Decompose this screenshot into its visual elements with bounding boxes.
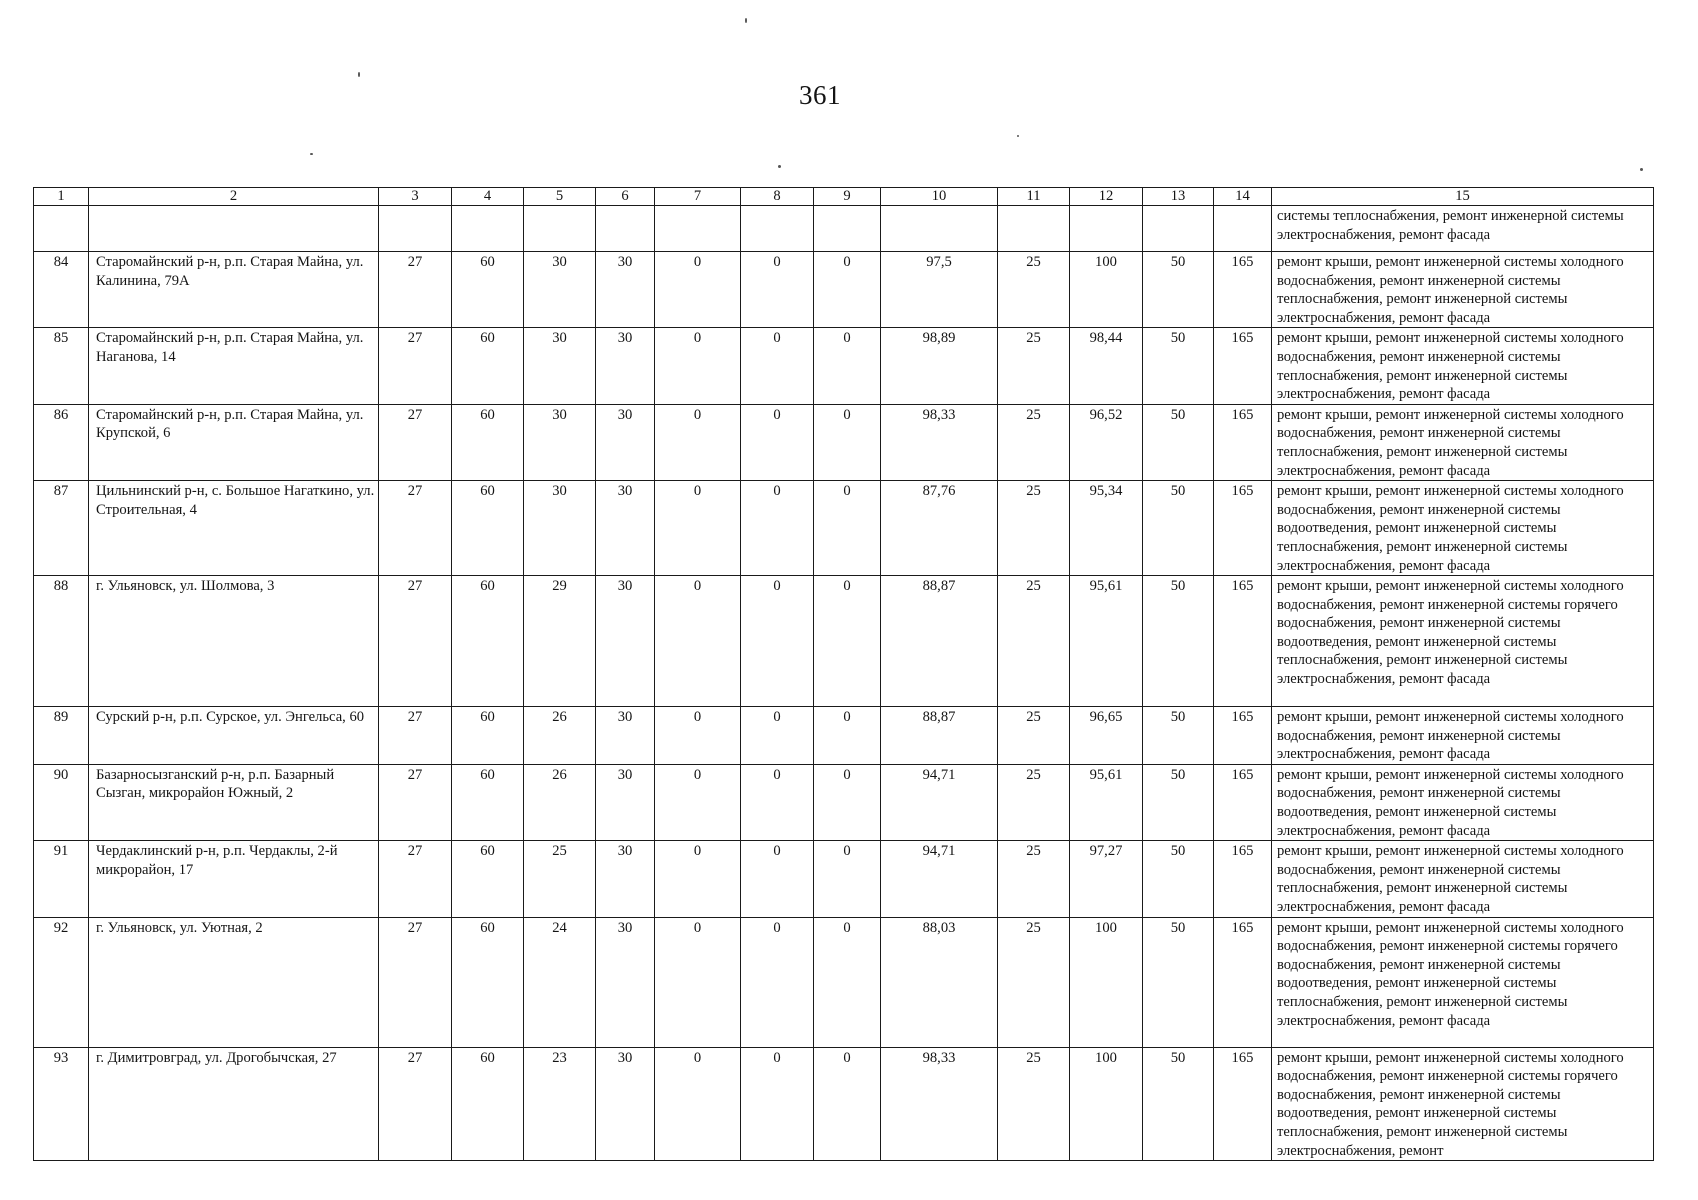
value-cell-c11: 25 — [998, 764, 1070, 840]
scan-speck — [1640, 168, 1643, 171]
row-number-cell: 84 — [34, 252, 89, 328]
row-number-cell: 92 — [34, 917, 89, 1047]
value-cell-c5: 23 — [524, 1047, 596, 1161]
value-cell-c6: 30 — [596, 764, 655, 840]
value-cell-c8: 0 — [741, 764, 814, 840]
value-cell-c4: 60 — [452, 252, 524, 328]
header-cell: 1 — [34, 188, 89, 206]
value-cell-c3: 27 — [379, 576, 452, 707]
empty-cell — [1070, 206, 1143, 252]
works-cell: ремонт крыши, ремонт инженерной системы холодного водоснабжения, ремонт инженерной системы горячего водоснабжения, ремонт инженерной системы водоотведения, ремонт инженерной системы теплоснабжения, ремонт инженерной системы электроснабжения, ремонт фасада — [1272, 576, 1654, 707]
value-cell-c8: 0 — [741, 328, 814, 404]
value-cell-c4: 60 — [452, 328, 524, 404]
header-cell: 14 — [1214, 188, 1272, 206]
empty-cell — [881, 206, 998, 252]
value-cell-c6: 30 — [596, 328, 655, 404]
scan-speck — [745, 18, 747, 23]
value-cell-c5: 30 — [524, 481, 596, 576]
address-cell: г. Ульяновск, ул. Шолмова, 3 — [89, 576, 379, 707]
value-cell-c9: 0 — [814, 917, 881, 1047]
value-cell-c13: 50 — [1143, 481, 1214, 576]
header-cell: 5 — [524, 188, 596, 206]
value-cell-c7: 0 — [655, 252, 741, 328]
value-cell-c12: 96,52 — [1070, 404, 1143, 480]
value-cell-c10: 88,03 — [881, 917, 998, 1047]
value-cell-c5: 30 — [524, 252, 596, 328]
table-row — [34, 841, 1654, 917]
value-cell-c5: 24 — [524, 917, 596, 1047]
value-cell-c14: 165 — [1214, 328, 1272, 404]
value-cell-c6: 30 — [596, 481, 655, 576]
value-cell-c14: 165 — [1214, 917, 1272, 1047]
value-cell-c7: 0 — [655, 917, 741, 1047]
value-cell-c5: 30 — [524, 328, 596, 404]
value-cell-c13: 50 — [1143, 404, 1214, 480]
address-cell: Старомайнский р-н, р.п. Старая Майна, ул. Крупской, 6 — [89, 404, 379, 480]
header-cell: 3 — [379, 188, 452, 206]
value-cell-c3: 27 — [379, 764, 452, 840]
value-cell-c8: 0 — [741, 576, 814, 707]
header-cell: 13 — [1143, 188, 1214, 206]
value-cell-c8: 0 — [741, 481, 814, 576]
value-cell-c10: 97,5 — [881, 252, 998, 328]
header-cell: 8 — [741, 188, 814, 206]
value-cell-c7: 0 — [655, 576, 741, 707]
value-cell-c7: 0 — [655, 841, 741, 917]
value-cell-c5: 25 — [524, 841, 596, 917]
address-cell: Сурский р-н, р.п. Сурское, ул. Энгельса, 60 — [89, 707, 379, 765]
value-cell-c4: 60 — [452, 707, 524, 765]
empty-cell — [814, 206, 881, 252]
address-cell: Цильнинский р-н, с. Большое Нагаткино, ул. Строительная, 4 — [89, 481, 379, 576]
empty-cell — [1143, 206, 1214, 252]
table-row — [34, 328, 1654, 404]
works-cell: ремонт крыши, ремонт инженерной системы холодного водоснабжения, ремонт инженерной системы горячего водоснабжения, ремонт инженерной системы водоотведения, ремонт инженерной системы теплоснабжения, ремонт инженерной системы электроснабжения, ремонт фасада — [1272, 917, 1654, 1047]
value-cell-c3: 27 — [379, 1047, 452, 1161]
works-cell: ремонт крыши, ремонт инженерной системы холодного водоснабжения, ремонт инженерной системы электроснабжения, ремонт фасада — [1272, 707, 1654, 765]
value-cell-c12: 95,61 — [1070, 764, 1143, 840]
value-cell-c13: 50 — [1143, 917, 1214, 1047]
value-cell-c7: 0 — [655, 404, 741, 480]
address-cell: Старомайнский р-н, р.п. Старая Майна, ул. Калинина, 79А — [89, 252, 379, 328]
table-row — [34, 481, 1654, 576]
value-cell-c5: 26 — [524, 764, 596, 840]
value-cell-c14: 165 — [1214, 764, 1272, 840]
value-cell-c11: 25 — [998, 481, 1070, 576]
value-cell-c12: 100 — [1070, 1047, 1143, 1161]
value-cell-c14: 165 — [1214, 481, 1272, 576]
value-cell-c6: 30 — [596, 917, 655, 1047]
value-cell-c8: 0 — [741, 252, 814, 328]
value-cell-c6: 30 — [596, 404, 655, 480]
scan-speck — [310, 153, 313, 155]
page-number: 361 — [799, 80, 841, 110]
value-cell-c4: 60 — [452, 917, 524, 1047]
value-cell-c14: 165 — [1214, 404, 1272, 480]
value-cell-c9: 0 — [814, 841, 881, 917]
value-cell-c12: 95,61 — [1070, 576, 1143, 707]
works-cell: ремонт крыши, ремонт инженерной системы холодного водоснабжения, ремонт инженерной системы теплоснабжения, ремонт инженерной системы электроснабжения, ремонт фасада — [1272, 841, 1654, 917]
empty-cell — [596, 206, 655, 252]
value-cell-c12: 96,65 — [1070, 707, 1143, 765]
header-cell: 7 — [655, 188, 741, 206]
value-cell-c14: 165 — [1214, 841, 1272, 917]
value-cell-c3: 27 — [379, 328, 452, 404]
empty-cell — [655, 206, 741, 252]
scan-speck — [358, 72, 360, 77]
works-cell: ремонт крыши, ремонт инженерной системы холодного водоснабжения, ремонт инженерной системы теплоснабжения, ремонт инженерной системы электроснабжения, ремонт фасада — [1272, 252, 1654, 328]
value-cell-c11: 25 — [998, 576, 1070, 707]
value-cell-c12: 97,27 — [1070, 841, 1143, 917]
value-cell-c12: 98,44 — [1070, 328, 1143, 404]
address-cell: Базарносызганский р-н, р.п. Базарный Сызган, микрорайон Южный, 2 — [89, 764, 379, 840]
header-cell: 15 — [1272, 188, 1654, 206]
value-cell-c5: 30 — [524, 404, 596, 480]
value-cell-c9: 0 — [814, 576, 881, 707]
value-cell-c10: 98,33 — [881, 404, 998, 480]
value-cell-c14: 165 — [1214, 1047, 1272, 1161]
value-cell-c9: 0 — [814, 252, 881, 328]
empty-cell — [34, 206, 89, 252]
row-number-cell: 88 — [34, 576, 89, 707]
table-row — [34, 917, 1654, 1047]
table-row — [34, 707, 1654, 765]
value-cell-c13: 50 — [1143, 841, 1214, 917]
works-cell: ремонт крыши, ремонт инженерной системы холодного водоснабжения, ремонт инженерной системы горячего водоснабжения, ремонт инженерной системы водоотведения, ремонт инженерной системы теплоснабжения, ремонт инженерной системы электроснабжения, ремонт — [1272, 1047, 1654, 1161]
table-body — [34, 188, 1654, 1161]
empty-cell — [741, 206, 814, 252]
value-cell-c12: 95,34 — [1070, 481, 1143, 576]
value-cell-c11: 25 — [998, 707, 1070, 765]
header-cell: 4 — [452, 188, 524, 206]
value-cell-c11: 25 — [998, 404, 1070, 480]
value-cell-c11: 25 — [998, 328, 1070, 404]
value-cell-c10: 87,76 — [881, 481, 998, 576]
address-cell: г. Димитровград, ул. Дрогобычская, 27 — [89, 1047, 379, 1161]
row-number-cell: 85 — [34, 328, 89, 404]
value-cell-c8: 0 — [741, 707, 814, 765]
value-cell-c6: 30 — [596, 1047, 655, 1161]
address-cell: Старомайнский р-н, р.п. Старая Майна, ул. Наганова, 14 — [89, 328, 379, 404]
value-cell-c7: 0 — [655, 707, 741, 765]
value-cell-c8: 0 — [741, 1047, 814, 1161]
value-cell-c4: 60 — [452, 404, 524, 480]
value-cell-c7: 0 — [655, 481, 741, 576]
continuation-row — [34, 206, 1654, 252]
header-cell: 6 — [596, 188, 655, 206]
empty-cell — [89, 206, 379, 252]
value-cell-c9: 0 — [814, 481, 881, 576]
value-cell-c9: 0 — [814, 1047, 881, 1161]
works-cell: системы теплоснабжения, ремонт инженерной системы электроснабжения, ремонт фасада — [1272, 206, 1654, 252]
header-cell: 12 — [1070, 188, 1143, 206]
value-cell-c14: 165 — [1214, 707, 1272, 765]
value-cell-c11: 25 — [998, 841, 1070, 917]
value-cell-c6: 30 — [596, 576, 655, 707]
value-cell-c5: 26 — [524, 707, 596, 765]
value-cell-c14: 165 — [1214, 252, 1272, 328]
value-cell-c10: 88,87 — [881, 576, 998, 707]
value-cell-c10: 88,87 — [881, 707, 998, 765]
row-number-cell: 87 — [34, 481, 89, 576]
value-cell-c7: 0 — [655, 1047, 741, 1161]
header-cell: 10 — [881, 188, 998, 206]
value-cell-c4: 60 — [452, 1047, 524, 1161]
value-cell-c4: 60 — [452, 576, 524, 707]
value-cell-c8: 0 — [741, 841, 814, 917]
value-cell-c13: 50 — [1143, 764, 1214, 840]
works-cell: ремонт крыши, ремонт инженерной системы холодного водоснабжения, ремонт инженерной системы теплоснабжения, ремонт инженерной системы электроснабжения, ремонт фасада — [1272, 328, 1654, 404]
value-cell-c9: 0 — [814, 328, 881, 404]
row-number-cell: 91 — [34, 841, 89, 917]
row-number-cell: 89 — [34, 707, 89, 765]
row-number-cell: 90 — [34, 764, 89, 840]
value-cell-c7: 0 — [655, 764, 741, 840]
value-cell-c3: 27 — [379, 917, 452, 1047]
value-cell-c3: 27 — [379, 252, 452, 328]
value-cell-c12: 100 — [1070, 252, 1143, 328]
value-cell-c5: 29 — [524, 576, 596, 707]
table-row — [34, 404, 1654, 480]
repair-schedule-table — [33, 187, 1654, 1161]
empty-cell — [379, 206, 452, 252]
table-row — [34, 764, 1654, 840]
value-cell-c9: 0 — [814, 707, 881, 765]
address-cell: г. Ульяновск, ул. Уютная, 2 — [89, 917, 379, 1047]
value-cell-c11: 25 — [998, 252, 1070, 328]
value-cell-c9: 0 — [814, 764, 881, 840]
empty-cell — [1214, 206, 1272, 252]
value-cell-c13: 50 — [1143, 252, 1214, 328]
empty-cell — [524, 206, 596, 252]
value-cell-c4: 60 — [452, 841, 524, 917]
value-cell-c3: 27 — [379, 404, 452, 480]
value-cell-c6: 30 — [596, 841, 655, 917]
value-cell-c8: 0 — [741, 917, 814, 1047]
table-row — [34, 1047, 1654, 1161]
value-cell-c9: 0 — [814, 404, 881, 480]
scan-speck — [778, 165, 781, 168]
value-cell-c10: 98,89 — [881, 328, 998, 404]
column-number-header — [34, 188, 1654, 206]
value-cell-c14: 165 — [1214, 576, 1272, 707]
scan-speck — [1017, 135, 1019, 137]
value-cell-c3: 27 — [379, 481, 452, 576]
value-cell-c6: 30 — [596, 707, 655, 765]
header-cell: 2 — [89, 188, 379, 206]
works-cell: ремонт крыши, ремонт инженерной системы холодного водоснабжения, ремонт инженерной системы водоотведения, ремонт инженерной системы электроснабжения, ремонт фасада — [1272, 764, 1654, 840]
header-cell: 9 — [814, 188, 881, 206]
value-cell-c4: 60 — [452, 764, 524, 840]
value-cell-c10: 94,71 — [881, 764, 998, 840]
empty-cell — [452, 206, 524, 252]
header-cell: 11 — [998, 188, 1070, 206]
table-row — [34, 576, 1654, 707]
value-cell-c13: 50 — [1143, 328, 1214, 404]
table-row — [34, 252, 1654, 328]
address-cell: Чердаклинский р-н, р.п. Чердаклы, 2-й микрорайон, 17 — [89, 841, 379, 917]
value-cell-c3: 27 — [379, 707, 452, 765]
row-number-cell: 93 — [34, 1047, 89, 1161]
value-cell-c10: 94,71 — [881, 841, 998, 917]
empty-cell — [998, 206, 1070, 252]
works-cell: ремонт крыши, ремонт инженерной системы холодного водоснабжения, ремонт инженерной системы теплоснабжения, ремонт инженерной системы электроснабжения, ремонт фасада — [1272, 404, 1654, 480]
value-cell-c13: 50 — [1143, 1047, 1214, 1161]
value-cell-c6: 30 — [596, 252, 655, 328]
value-cell-c10: 98,33 — [881, 1047, 998, 1161]
value-cell-c3: 27 — [379, 841, 452, 917]
value-cell-c13: 50 — [1143, 707, 1214, 765]
value-cell-c4: 60 — [452, 481, 524, 576]
value-cell-c13: 50 — [1143, 576, 1214, 707]
row-number-cell: 86 — [34, 404, 89, 480]
value-cell-c11: 25 — [998, 1047, 1070, 1161]
value-cell-c12: 100 — [1070, 917, 1143, 1047]
works-cell: ремонт крыши, ремонт инженерной системы холодного водоснабжения, ремонт инженерной системы водоотведения, ремонт инженерной системы теплоснабжения, ремонт инженерной системы электроснабжения, ремонт фасада — [1272, 481, 1654, 576]
value-cell-c7: 0 — [655, 328, 741, 404]
value-cell-c11: 25 — [998, 917, 1070, 1047]
value-cell-c8: 0 — [741, 404, 814, 480]
